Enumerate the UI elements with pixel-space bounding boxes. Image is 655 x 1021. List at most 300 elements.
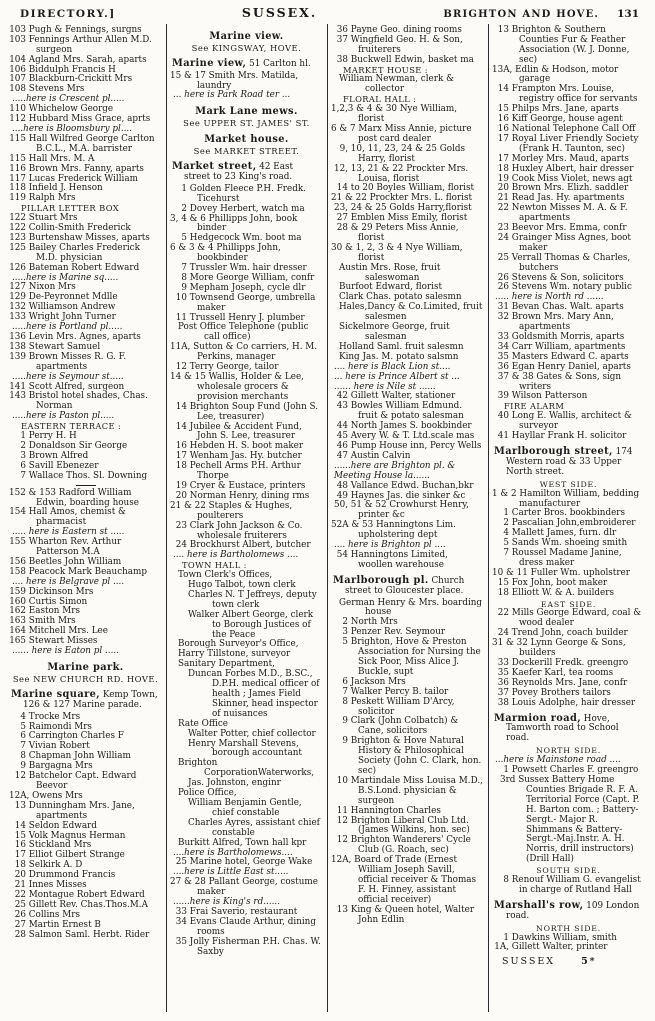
directory-entry: 112 Hubbard Miss Grace, aprts bbox=[9, 114, 151, 125]
directory-entry: 27 Martin Ernest B bbox=[9, 921, 162, 931]
entry-number: 6 bbox=[20, 731, 26, 742]
street-note: ....here is Little East st..... bbox=[173, 867, 289, 878]
entry-number: 9 bbox=[20, 761, 26, 772]
entry-number: 22 bbox=[497, 608, 509, 619]
street-note: ......here are Brighton pl. & Meeting House la...... bbox=[334, 460, 456, 481]
entry-number: 14 bbox=[497, 84, 509, 95]
street-note: ... here is Prince Albert st ... bbox=[334, 371, 460, 382]
directory-entry: 165 Stewart Misses bbox=[9, 636, 98, 647]
street-note: ...here is Mainstone road .... bbox=[495, 755, 621, 766]
side-label: WEST SIDE. bbox=[539, 479, 598, 489]
entry-number: 165 bbox=[9, 636, 26, 647]
entry-number: 8 bbox=[342, 696, 348, 707]
entry-number: 21 bbox=[497, 193, 509, 204]
directory-subentry: William Newman, clerk & collector bbox=[339, 74, 454, 95]
street-heading: Market street, 42 East street to 23 King's road. bbox=[172, 160, 294, 182]
entry-number: 18 bbox=[497, 163, 509, 174]
entry-number: 20 bbox=[175, 490, 187, 501]
directory-entry: 14 to 20 Boyles William, florist bbox=[331, 184, 484, 194]
directory-entry: 21 Innes Misses bbox=[9, 881, 162, 891]
directory-entry: 7 Vivian Robert bbox=[9, 742, 162, 752]
directory-subentry: Town Clerk's Offices, bbox=[178, 570, 273, 581]
entry-number: 125 bbox=[9, 242, 26, 253]
directory-label: DIRECTORY.] bbox=[20, 8, 116, 20]
directory-entry: 27 & 28 Pallant George, costume maker bbox=[170, 877, 318, 898]
entry-number: 6 bbox=[20, 460, 26, 471]
entry-number: 18 bbox=[497, 587, 509, 598]
entry-number: 21 & bbox=[170, 500, 192, 511]
entry-number: 129 bbox=[9, 292, 26, 303]
directory-entry: 22 Mills George Edward, coal & wood dealer bbox=[492, 609, 645, 629]
directory-entry: 38 Louis Adolphe, hair dresser bbox=[492, 699, 645, 709]
directory-entry: 13A, Edlin & Hodson, motor garage bbox=[492, 64, 619, 85]
side-label: SOUTH SIDE. bbox=[536, 866, 601, 876]
entry-number: 1 bbox=[503, 932, 509, 943]
directory-entry: 30 & 1, 2, 3 & 4 Nye William, florist bbox=[331, 242, 463, 263]
street-note: ...... here is Eaton pl ..... bbox=[12, 646, 119, 657]
header-right bbox=[443, 10, 639, 20]
entry-number: 110 bbox=[9, 104, 26, 115]
directory-subentry: Police Office, bbox=[178, 788, 237, 799]
directory-entry: 138 Stewart Samuel bbox=[9, 341, 101, 352]
section-subheading: EASTERN TERRACE : bbox=[21, 421, 122, 432]
entry-number: 37 bbox=[336, 34, 348, 45]
directory-entry: 5 Hedgecock Wm. boot ma bbox=[170, 234, 323, 244]
directory-subentry: Austin Mrs. Rose, fruit saleswoman bbox=[339, 262, 441, 283]
street-note: ....here is Bloomsbury pl.... bbox=[12, 123, 133, 134]
entry-number: 22 bbox=[497, 203, 509, 214]
press-mark: 5* bbox=[581, 956, 597, 968]
directory-entry: 18 Pechell Arms P.H. Arthur Thorpe bbox=[170, 462, 323, 482]
entry-number: 50, bbox=[334, 500, 348, 511]
directory-entry: 17 Elliot Gilbert Strange bbox=[9, 851, 162, 861]
entry-number: 33 bbox=[175, 906, 187, 917]
entry-number: 41 bbox=[497, 431, 509, 442]
entry-number: 25 bbox=[14, 899, 26, 910]
directory-subentry: Brighton CorporationWaterworks, bbox=[178, 758, 315, 779]
directory-subentry: Rate Office bbox=[178, 718, 229, 729]
entry-number: 20 bbox=[497, 183, 509, 194]
directory-entry: 7 Roussel Madame Janine, dress maker bbox=[492, 549, 645, 569]
directory-entry: 107 Blackburn-Crickitt Mrs bbox=[9, 74, 133, 85]
entry-number: 14 & bbox=[170, 372, 192, 382]
directory-entry: 136 Levin Mrs. Agnes, aparts bbox=[9, 332, 141, 342]
directory-subentry: Borough Surveyor's Office, bbox=[178, 639, 299, 650]
entry-number: 49 bbox=[336, 490, 348, 501]
entry-number: 38 bbox=[336, 54, 348, 65]
entry-number: 28 bbox=[14, 929, 26, 940]
directory-entry: 34 Evans Claude Arthur, dining rooms bbox=[170, 918, 323, 938]
directory-entry: 103 Fennings Arthur Allen M.D. surgeon bbox=[9, 34, 152, 55]
entry-number: 133 bbox=[9, 312, 26, 323]
directory-entry: 132 Williamson Andrew bbox=[9, 302, 116, 313]
directory-entry: 9 Clark (John Colbatch) & Cane, solicitors bbox=[331, 717, 484, 737]
entry-number: 10 bbox=[336, 775, 348, 786]
entry-number: 20 bbox=[14, 870, 26, 881]
directory-entry: 2 Donaldson Sir George bbox=[9, 442, 162, 452]
entry-number: 19 bbox=[497, 173, 509, 184]
directory-entry: 27 Emblen Miss Emily, florist bbox=[331, 214, 484, 224]
directory-entry: 6 & 7 Marx Miss Annie, picture post card dealer bbox=[331, 123, 472, 144]
directory-entry: 13 Brighton & Southern Counties Fur & Feather Association (W. J. Donne, sec) bbox=[492, 26, 645, 66]
see-reference: See MARKET STREET. bbox=[193, 146, 300, 157]
directory-subentry: Charles N. T Jeffreys, deputy town clerk bbox=[188, 589, 317, 610]
directory-subentry: 3rd Sussex Battery Home Counties Brigade R. F. A. Territorial Force (Capt. P. H. Barton com. ; Battery-Sergt.- Major R. Shimmans & Battery-Sergt.-Maj.Instr. A. H. Norris, drill instructors) (Drill Hall) bbox=[500, 774, 640, 865]
directory-entry: 108 Stevens Mrs bbox=[9, 84, 85, 95]
directory-entry: 45 Avery W. & T. Ltd.scale mas bbox=[331, 432, 484, 442]
entry-number: 7 bbox=[20, 470, 26, 481]
entry-number: 1 bbox=[503, 765, 509, 776]
entry-number: 13A, bbox=[492, 64, 513, 75]
directory-entry: 24 Brockhurst Albert, butcher bbox=[170, 541, 323, 551]
directory-entry: 10 Townsend George, umbrella maker bbox=[170, 294, 323, 314]
directory-entry: 5 Brighton, Hove & Preston Association for Nursing the Sick Poor, Miss Alice J. Buckle, supt bbox=[331, 638, 484, 678]
entry-number: 106 bbox=[9, 64, 26, 75]
entry-number: 35 bbox=[175, 936, 187, 947]
directory-entry: 2 North Mrs bbox=[331, 618, 484, 628]
directory-entry: 18 Selkirk A. D bbox=[9, 861, 162, 871]
directory-entry: 24 Trend John, coach builder bbox=[492, 629, 645, 639]
entry-number: 126 bbox=[9, 262, 26, 273]
directory-entry: 9 Mepham Joseph, cycle dlr bbox=[170, 284, 323, 294]
entry-number: 40 bbox=[497, 411, 509, 422]
directory-entry: 1 Dawkins William, smith bbox=[492, 934, 645, 944]
directory-entry: 22 Newton Misses M. A. & F. apartments bbox=[492, 204, 645, 224]
entry-number: 139 bbox=[9, 351, 26, 362]
entry-number: 17 bbox=[175, 451, 187, 462]
directory-entry: 15 & 17 Smith Mrs. Matilda, laundry bbox=[170, 70, 299, 91]
directory-entry: 158 Peacock Mark Beauchamp bbox=[9, 566, 148, 577]
directory-entry: 36 Reynolds Mrs. Jane, confr bbox=[492, 679, 645, 689]
entry-number: 25 bbox=[175, 857, 187, 868]
directory-entry: 14 Jubilee & Accident Fund, John S. Lee, treasurer bbox=[170, 423, 323, 443]
entry-number: 12 bbox=[336, 815, 348, 826]
entry-number: 28 bbox=[336, 223, 348, 234]
directory-entry: 1 Perry H. H bbox=[9, 432, 162, 442]
entry-number: 46 bbox=[336, 440, 348, 451]
directory-entry: 1A, Gillett Walter, printer bbox=[492, 943, 645, 953]
directory-subentry: Post Office Telephone (public call office) bbox=[178, 322, 309, 343]
entry-number: 21 bbox=[14, 880, 26, 891]
entry-number: 122 bbox=[9, 223, 26, 234]
section-subheading: MARKET HOUSE : bbox=[343, 64, 428, 75]
directory-entry: 1 Golden Fleece P.H. Fredk. Ticehurst bbox=[170, 185, 323, 205]
entry-number: 33 bbox=[497, 332, 509, 342]
entry-number: 22 bbox=[14, 889, 26, 900]
street-note: ..... here is North rd ...... bbox=[495, 292, 604, 303]
entry-number: 1 bbox=[20, 431, 26, 442]
entry-number: 27 bbox=[336, 213, 348, 224]
directory-entry: 23 Beevor Mrs. Emma, confr bbox=[492, 224, 645, 234]
column-2 bbox=[167, 24, 328, 1012]
directory-entry: 160 Curtis Simon bbox=[9, 596, 88, 607]
directory-subentry: Harry Tillstone, surveyor bbox=[178, 649, 291, 660]
entry-number: 7 bbox=[503, 548, 509, 559]
entry-number: 7 bbox=[20, 741, 26, 752]
entry-number: 6 bbox=[342, 676, 348, 687]
directory-entry: 12, 13, 21 & 22 Prockter Mrs. Louisa, florist bbox=[331, 165, 484, 185]
street-heading: Marmion road, Hove, Tamworth road to School road. bbox=[494, 712, 619, 744]
directory-entry: 7 Wallace Thos. Sl. Downing bbox=[9, 472, 162, 482]
entry-number: 159 bbox=[9, 586, 26, 597]
entry-number: 8 bbox=[181, 272, 187, 283]
street-note: ... here is Park Road ter ... bbox=[173, 90, 291, 101]
entry-number: 17 bbox=[497, 153, 509, 164]
directory-entry: 126 Bateman Robert Edward bbox=[9, 262, 140, 273]
directory-entry: 36 Egan Henry Daniel, aparts bbox=[492, 363, 645, 373]
entry-number: 12A, bbox=[331, 855, 352, 866]
directory-entry: 1 Powsett Charles F. greengro bbox=[492, 766, 645, 776]
entry-number: 12, bbox=[334, 163, 348, 174]
directory-entry: 8 Peskett William D'Arcy, solicitor bbox=[331, 698, 484, 718]
entry-number: 117 bbox=[9, 173, 26, 184]
entry-number: 13 bbox=[336, 904, 348, 915]
street-note: ....here is Bartholomews.... bbox=[173, 847, 293, 858]
entry-number: 12A, bbox=[9, 790, 30, 801]
directory-subentry: Burfoot Edward, florist bbox=[339, 282, 443, 293]
entry-number: 33 bbox=[497, 658, 509, 668]
page-number: 131 bbox=[617, 8, 639, 20]
entry-number: 112 bbox=[9, 114, 26, 125]
entry-number: 24 bbox=[497, 628, 509, 639]
entry-number: 16 bbox=[497, 114, 509, 125]
street-note: .... here is Bartholomews .... bbox=[173, 550, 299, 561]
directory-entry: 35 Kaefer Karl, tea rooms bbox=[492, 669, 645, 679]
entry-number: 25 bbox=[497, 252, 509, 263]
directory-entry: 6 & 3 & 4 Phillipps John, bookbinder bbox=[170, 243, 281, 264]
entry-number: 9 bbox=[181, 282, 187, 293]
entry-number: 18 bbox=[14, 860, 26, 871]
entry-number: 1 bbox=[181, 183, 187, 194]
column-1 bbox=[6, 24, 167, 1012]
directory-entry: 164 Mitchell Mrs. Lee bbox=[9, 626, 108, 637]
directory-entry: 129 De-Peyronnet Mdlle bbox=[9, 292, 118, 303]
directory-entry: 17 Morley Mrs. Maud, aparts bbox=[492, 155, 645, 165]
entry-number: 13 bbox=[497, 24, 509, 35]
directory-entry: 11A, Sutton & Co carriers, H. M. Perkins, manager bbox=[170, 342, 318, 363]
directory-subentry: German Henry & Mrs. boarding house bbox=[339, 597, 483, 618]
directory-entry: 3 Penzer Rev. Seymour bbox=[331, 628, 484, 638]
entry-number: 12 bbox=[175, 362, 187, 373]
entry-number: 9 bbox=[342, 736, 348, 747]
directory-entry: 25 Verrall Thomas & Charles, butchers bbox=[492, 254, 645, 274]
directory-entry: 7 Trussler Wm. hair dresser bbox=[170, 264, 323, 274]
directory-entry: 14 & 15 Wallis, Holder & Lee, wholesale grocers & provision merchants bbox=[170, 372, 304, 402]
entry-number: 15 bbox=[497, 104, 509, 115]
county-title: SUSSEX. bbox=[241, 5, 318, 20]
directory-entry: 28 & 29 Peters Miss Annie, florist bbox=[331, 224, 484, 244]
entry-number: 2 bbox=[503, 518, 509, 529]
entry-number: 6 & 7 bbox=[331, 123, 356, 134]
entry-number: 23 bbox=[497, 223, 509, 234]
street-name: Marine square, bbox=[11, 688, 101, 700]
street-heading bbox=[170, 32, 323, 43]
directory-entry: 12 Batchelor Capt. Edward Beevor bbox=[9, 772, 162, 792]
entry-number: 143 bbox=[9, 391, 26, 402]
entry-number: 37 bbox=[497, 371, 509, 382]
directory-entry: 17 Royal Liver Friendly Society (Frank H. Taunton, sec) bbox=[492, 135, 645, 155]
directory-entry: 1 & 2 Hamilton William, bedding manufacturer bbox=[492, 488, 640, 509]
directory-entry: 123 Burtenshaw Misses, aparts bbox=[9, 232, 150, 243]
entry-number: 118 bbox=[9, 183, 26, 194]
directory-subentry: Sanitary Department, bbox=[178, 659, 275, 670]
directory-entry: 103 Pugh & Fennings, surgns bbox=[9, 24, 142, 35]
entry-number: 2 bbox=[181, 203, 187, 214]
directory-subentry: Jas. Johnston, enginr bbox=[188, 778, 281, 789]
entry-number: 17 bbox=[14, 850, 26, 861]
entry-number: 26 bbox=[497, 272, 509, 283]
directory-entry: 46 Pump House inn, Percy Wells bbox=[331, 442, 484, 452]
entry-number: 23, bbox=[334, 203, 348, 214]
directory-entry: 32 Brown Mrs. Mary Ann, apartments bbox=[492, 313, 645, 333]
section-subheading: PILLAR LETTER BOX bbox=[21, 203, 120, 214]
entry-number: 11A, bbox=[170, 342, 191, 353]
directory-entry: 8 Chapman John William bbox=[9, 752, 162, 762]
directory-entry: 31 & 32 Lynn George & Sons, builders bbox=[492, 638, 626, 659]
entry-number: 26 bbox=[497, 282, 509, 293]
directory-entry: 15 Volk Magnus Herman bbox=[9, 832, 162, 842]
entry-number: 34 bbox=[497, 341, 509, 352]
directory-entry: 106 Biddulph Francis H bbox=[9, 64, 116, 75]
entry-number: 138 bbox=[9, 341, 26, 352]
directory-subentry: Sickelmore George, fruit salesman bbox=[339, 322, 450, 342]
entry-number: 136 bbox=[9, 332, 26, 342]
entry-number: 3 bbox=[342, 627, 348, 638]
entry-number: 44 bbox=[336, 421, 348, 432]
entry-number: 7 bbox=[181, 263, 187, 274]
directory-entry: 14 Frampton Mrs. Louise, registry office for servants bbox=[492, 85, 645, 105]
directory-entry: 28 Salmon Saml. Herbt. Rider bbox=[9, 931, 162, 941]
directory-entry: 1 Carter Bros. bookbinders bbox=[492, 509, 645, 519]
directory-entry: 19 Cook Miss Violet, news agt bbox=[492, 175, 645, 185]
directory-entry: 8 Renouf William G. evangelist in charge of Rutland Hall bbox=[492, 876, 645, 896]
signature-mark bbox=[492, 957, 645, 967]
directory-subentry: Duncan Forbes M.D., B.SC., D.P.H. medical officer of health ; James Field Skinner, head inspector of nuisances bbox=[188, 669, 320, 719]
entry-number: 35 bbox=[497, 351, 509, 362]
directory-entry: 47 Austin Calvin bbox=[331, 452, 484, 462]
entry-number: 14 bbox=[175, 401, 187, 412]
entry-number: 24 bbox=[175, 540, 187, 551]
directory-entry: 143 Bristol hotel shades, Chas. Norman bbox=[9, 391, 148, 412]
directory-entry: 44 North James S. bookbinder bbox=[331, 422, 484, 432]
entry-number: 16 bbox=[497, 123, 509, 134]
street-heading bbox=[9, 663, 162, 674]
directory-entry: 26 Collins Mrs bbox=[9, 911, 162, 921]
entry-number: 52A bbox=[331, 520, 349, 531]
entry-number: 30 & bbox=[331, 242, 353, 253]
entry-divider bbox=[76, 485, 96, 486]
directory-entry: 139 Brown Misses R. G. F. apartments bbox=[9, 351, 127, 372]
entry-number: 15 & bbox=[170, 70, 192, 81]
entry-number: 9, bbox=[339, 143, 348, 154]
entry-number: 13 bbox=[14, 800, 26, 811]
entry-number: 36 bbox=[497, 677, 509, 688]
directory-entry: 117 Lucas Frederick William bbox=[9, 173, 138, 184]
see-reference: See UPPER ST. JAMES' ST. bbox=[183, 118, 310, 129]
directory-entry: 110 Whichelow George bbox=[9, 104, 114, 115]
directory-entry: 36 Payne Geo. dining rooms bbox=[331, 26, 484, 36]
directory-entry: 16 Hebden H. S. boot maker bbox=[170, 442, 323, 452]
directory-entry: 31 Bevan Chas. Walt. aparts bbox=[492, 303, 645, 313]
directory-entry: 9 Brighton & Hove Natural History & Philosophical Society (John C. Clark, hon. sec) bbox=[331, 737, 484, 777]
directory-subentry: Clark Chas. potato salesmn bbox=[339, 292, 462, 303]
directory-subentry: King Jas. M. potato salsmn bbox=[339, 351, 459, 362]
directory-entry: 43 Bowles William Edmund. fruit & potato salesman bbox=[331, 402, 484, 422]
street-name: Market house. bbox=[204, 134, 289, 146]
directory-subentry: Hales,Dancy & Co.Limited, fruit salesmen bbox=[339, 302, 483, 323]
directory-entry: 16 National Telephone Call Off bbox=[492, 125, 645, 135]
directory-entry: 49 Haynes Jas. die sinker &c bbox=[331, 492, 484, 502]
entry-number: 2 bbox=[342, 617, 348, 628]
directory-entry: 21 & 22 Prockter Mrs. L. florist bbox=[331, 193, 473, 204]
directory-entry: 25 Gillett Rev. Chas.Thos.M.A bbox=[9, 901, 162, 911]
entry-number: 155 bbox=[9, 537, 26, 548]
section-subheading: FIRE ALARM bbox=[504, 401, 565, 412]
directory-entry: 24 Grainger Miss Agnes, boot maker bbox=[492, 234, 645, 254]
directory-entry: 10 Martindale Miss Louisa M.D., B.S.Lond. physician & surgeon bbox=[331, 777, 484, 807]
entry-number: 108 bbox=[9, 84, 26, 95]
entry-number: 38 bbox=[497, 697, 509, 708]
directory-entry: 14 Seldon Edward bbox=[9, 822, 162, 832]
entry-number: 9 bbox=[342, 716, 348, 727]
entry-number: 43 bbox=[336, 401, 348, 412]
entry-number: 42 bbox=[336, 391, 348, 402]
entry-number: 4 bbox=[503, 528, 509, 539]
directory-entry: 13 Dunningham Mrs. Jane, apartments bbox=[9, 802, 162, 822]
directory-entry: 16 Stickland Mrs bbox=[9, 841, 162, 851]
entry-number: 5 bbox=[342, 637, 348, 648]
directory-entry: 116 Brown Mrs. Fanny, aparts bbox=[9, 163, 144, 174]
directory-entry: 40 Long E. Wallis, architect & surveyor bbox=[492, 412, 645, 432]
street-name: Marmion road, bbox=[494, 712, 582, 724]
directory-entry: 141 Scott Alfred, surgeon bbox=[9, 381, 125, 392]
entry-number: 1 bbox=[503, 508, 509, 519]
directory-subentry: Charles Ayres, assistant chief constable bbox=[188, 817, 320, 838]
entry-number: 103 bbox=[9, 34, 26, 45]
directory-entry: 26 Stevens Wm. notary public bbox=[492, 283, 645, 293]
entry-number: 123 bbox=[9, 232, 26, 243]
page-header bbox=[6, 6, 649, 24]
entry-number: 3, 4 & 6 bbox=[170, 213, 206, 224]
directory-entry: 37 Povey Brothers tailors bbox=[492, 689, 645, 699]
directory-entry: 9 Bargagna Mrs bbox=[9, 762, 162, 772]
entry-number: 48 bbox=[336, 480, 348, 491]
directory-entry: 12A, Owens Mrs bbox=[9, 790, 83, 801]
directory-entry: 35 Masters Edward C. aparts bbox=[492, 353, 645, 363]
directory-entry: 42 Gillett Walter, stationer bbox=[331, 392, 484, 402]
entry-number: 162 bbox=[9, 606, 26, 617]
street-heading bbox=[170, 135, 323, 146]
directory-entry: 20 Brown Mrs. Elizh. saddler bbox=[492, 184, 645, 194]
side-label: EAST SIDE. bbox=[540, 599, 597, 609]
directory-entry: 22 Montague Robert Edward bbox=[9, 891, 162, 901]
entry-number: 15 bbox=[14, 830, 26, 841]
directory-entry: 9, 10, 11, 23, 24 & 25 Golds Harry, florist bbox=[331, 145, 484, 165]
directory-entry: 5 Raimondi Mrs bbox=[9, 723, 162, 733]
entry-number: 115 bbox=[9, 153, 26, 164]
directory-entry: 1,2,3 & 4 & 30 Nye William, florist bbox=[331, 104, 458, 125]
entry-number: 27 & bbox=[170, 877, 192, 888]
directory-entry: 104 Agland Mrs. Sarah, aparts bbox=[9, 54, 147, 65]
directory-subentry: Hugo Talbot, town clerk bbox=[188, 580, 296, 591]
entry-number: 17 bbox=[497, 133, 509, 144]
entry-number: 154 bbox=[9, 507, 26, 518]
entry-number: 1A, bbox=[494, 942, 509, 953]
directory-entry: 4 Mallett James, furn. dlr bbox=[492, 529, 645, 539]
entry-number: 115 bbox=[9, 133, 26, 144]
directory-entry: 26 Stevens & Son, solicitors bbox=[492, 274, 645, 284]
directory-subentry: Walker Albert George, clerk to Borough Justices of the Peace bbox=[188, 609, 314, 640]
